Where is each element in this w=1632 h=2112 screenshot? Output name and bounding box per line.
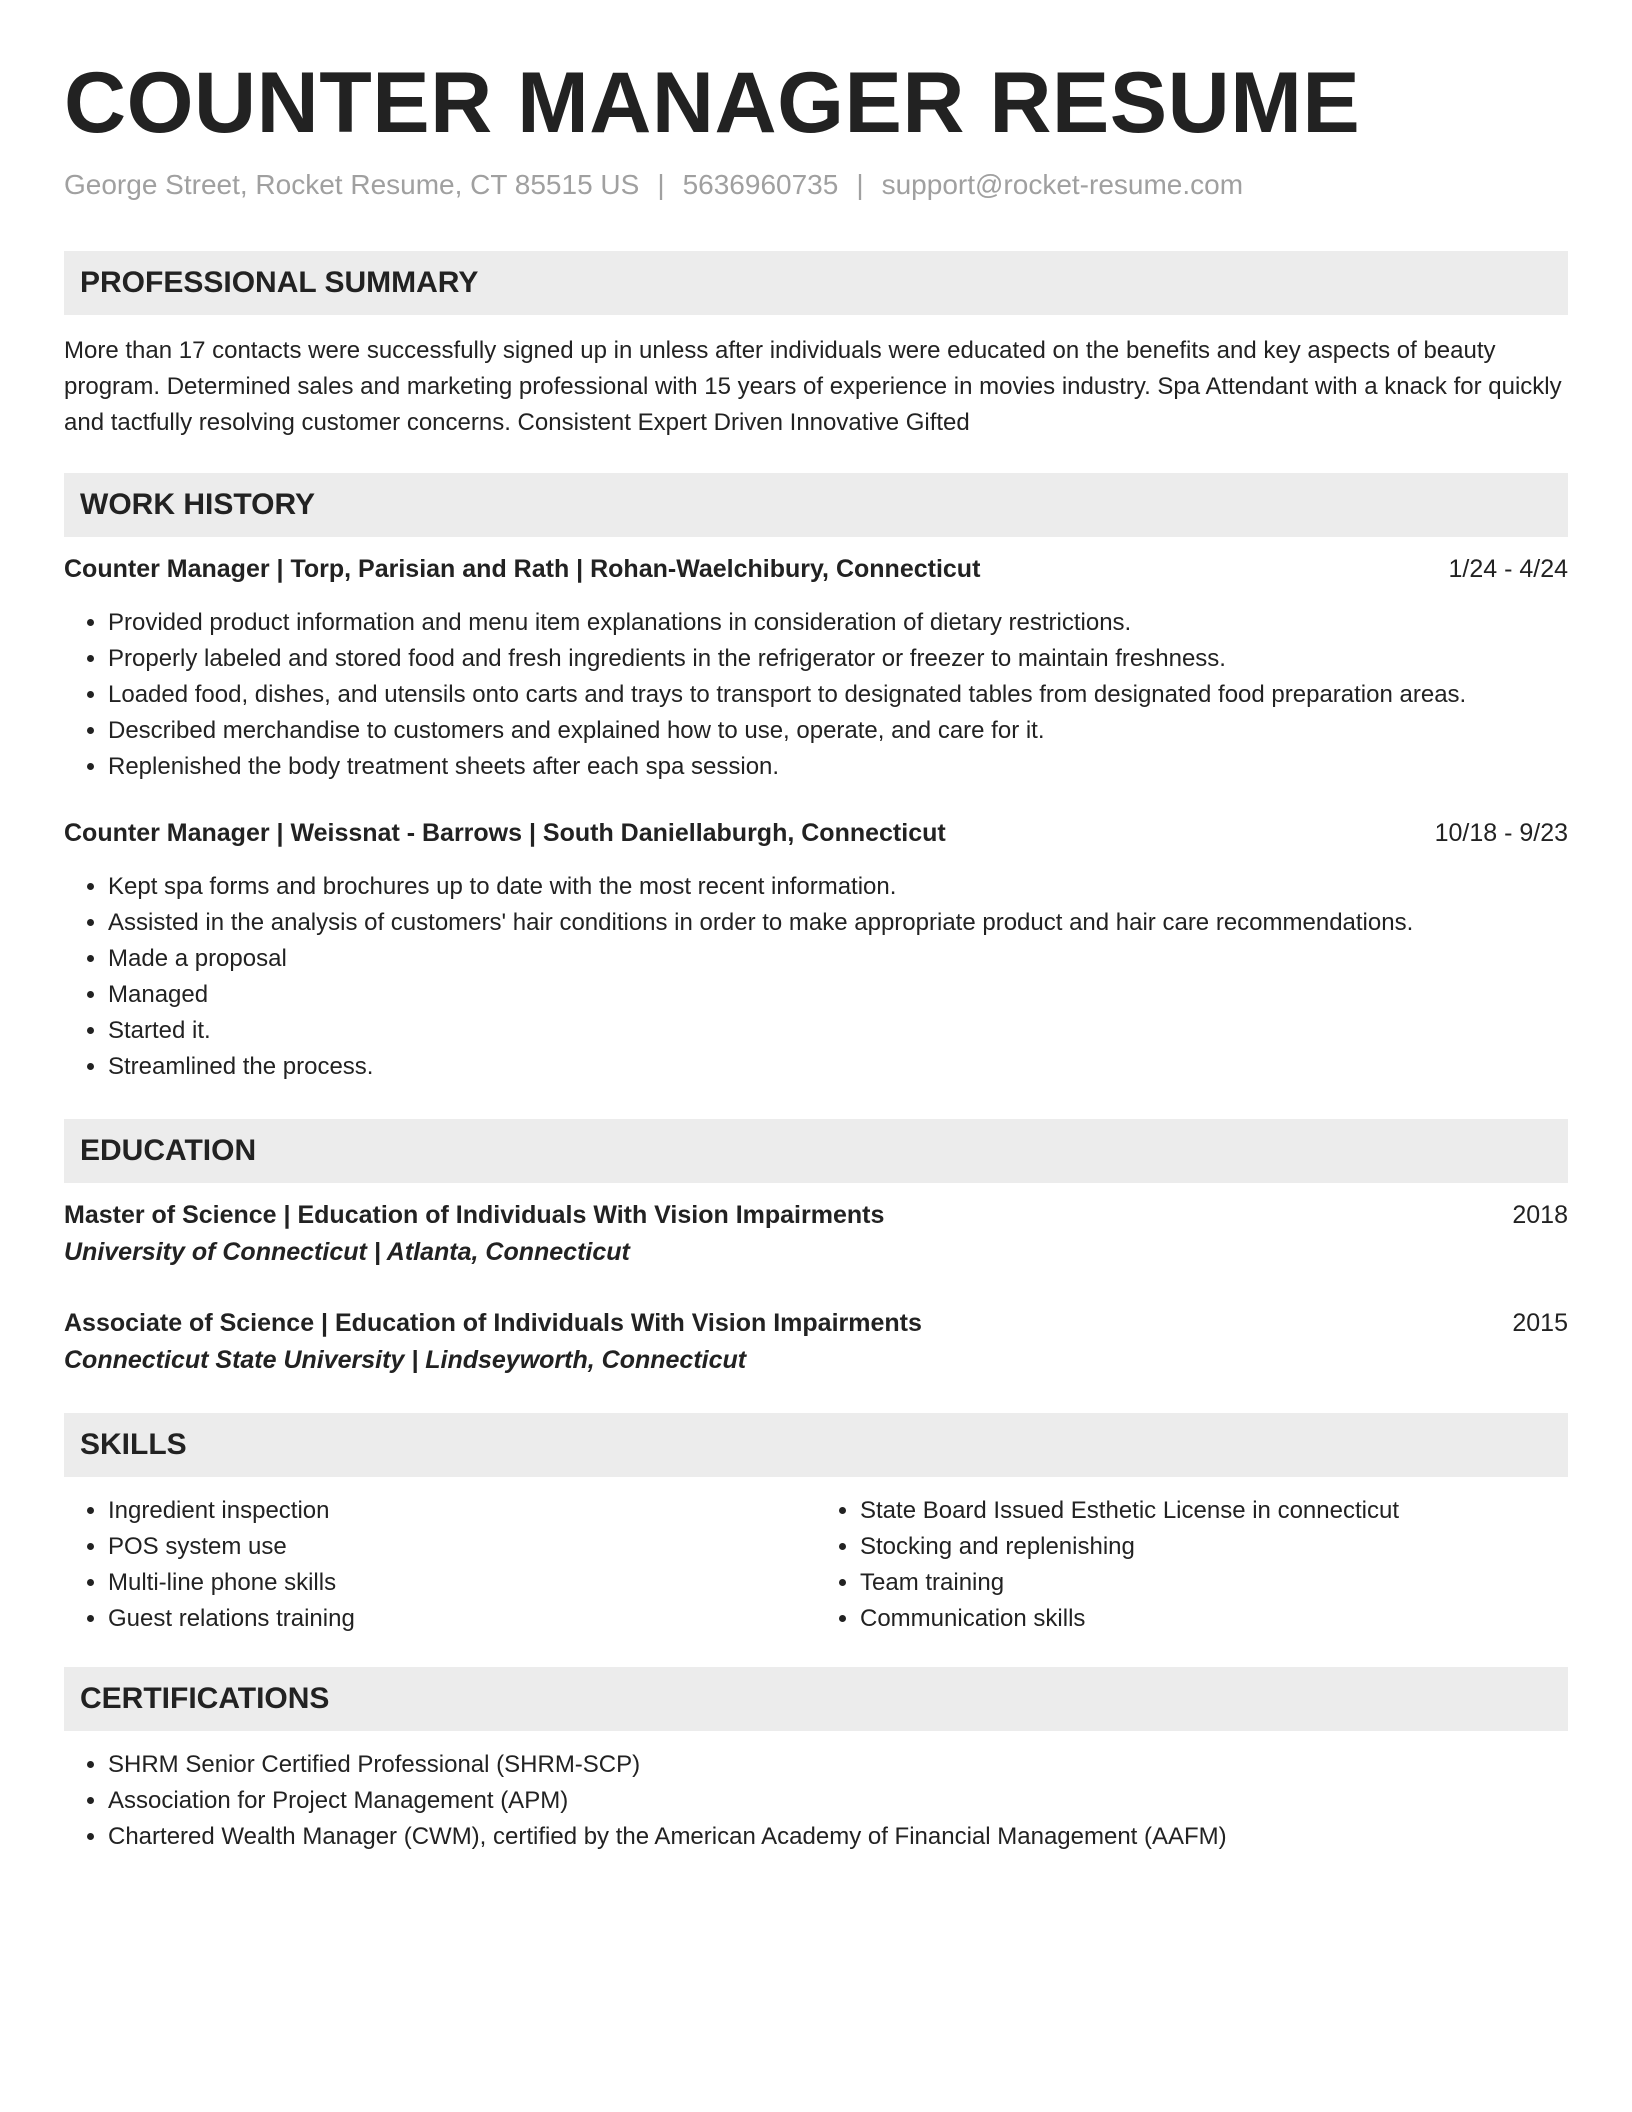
list-item: • Communication skills [860, 1601, 1568, 1637]
list-item: • Started it. [108, 1013, 1568, 1049]
list-item: • Streamlined the process. [108, 1049, 1568, 1085]
list-item: • Team training [860, 1565, 1568, 1601]
resume-title: COUNTER MANAGER RESUME [64, 55, 1361, 151]
list-item: • Described merchandise to customers and explained how to use, operate, and care for it. [108, 713, 1568, 749]
job-title: Counter Manager | Weissnat - Barrows | South Daniellaburgh, Connecticut [64, 818, 946, 847]
education-entry [64, 1197, 1568, 1271]
contact-separator: | [856, 168, 864, 200]
contact-phone: 5636960735 [682, 168, 839, 200]
job-bullets [64, 605, 1568, 785]
job-dates: 10/18 - 9/23 [1434, 818, 1568, 847]
list-item: • Guest relations training [108, 1601, 816, 1637]
section-heading-work: WORK HISTORY [64, 473, 1568, 537]
list-item: • Ingredient inspection [108, 1493, 816, 1529]
job-entry [64, 815, 1568, 1085]
skills-grid [64, 1493, 1568, 1637]
degree-title: Master of Science | Education of Individuals With Vision Impairments [64, 1200, 885, 1229]
degree-row [64, 1197, 1568, 1233]
section-heading-certifications: CERTIFICATIONS [64, 1667, 1568, 1731]
list-item: • Made a proposal [108, 941, 1568, 977]
list-item: • Loaded food, dishes, and utensils onto carts and trays to transport to designated tables from designated food preparation areas. [108, 677, 1568, 713]
degree-year: 2018 [1512, 1200, 1568, 1229]
contact-email: support@rocket-resume.com [881, 168, 1244, 200]
contact-separator: | [657, 168, 665, 200]
job-title: Counter Manager | Torp, Parisian and Rath | Rohan-Waelchibury, Connecticut [64, 554, 981, 583]
list-item: • Managed [108, 977, 1568, 1013]
list-item: • Kept spa forms and brochures up to date with the most recent information. [108, 869, 1568, 905]
job-entry [64, 551, 1568, 785]
school-name: Connecticut State University | Lindseyworth, Connecticut [64, 1345, 747, 1374]
section-heading-education: EDUCATION [64, 1119, 1568, 1183]
list-item: • Assisted in the analysis of customers' hair conditions in order to make appropriate product and hair care recommendations. [108, 905, 1568, 941]
section-heading-skills: SKILLS [64, 1413, 1568, 1477]
contact-address: George Street, Rocket Resume, CT 85515 US [64, 168, 640, 200]
list-item: • State Board Issued Esthetic License in connecticut [860, 1493, 1568, 1529]
job-bullets [64, 869, 1568, 1085]
job-title-row [64, 551, 1568, 587]
job-title-row [64, 815, 1568, 851]
education-entry [64, 1305, 1568, 1379]
degree-row [64, 1305, 1568, 1341]
skills-column-right [816, 1493, 1568, 1637]
list-item: • Multi-line phone skills [108, 1565, 816, 1601]
list-item: • Stocking and replenishing [860, 1529, 1568, 1565]
skills-column-left [64, 1493, 816, 1637]
summary-text: More than 17 contacts were successfully signed up in unless after individuals were educated on the benefits and key aspects of beauty program. Determined sales and marketing professional with 15 years of experience in movies industry. Spa Attendant with a knack for quickly and tactfully resolving customer concerns. Consistent Expert Driven Innovative Gifted [64, 336, 1562, 436]
section-heading-summary: PROFESSIONAL SUMMARY [64, 251, 1568, 315]
school-name: University of Connecticut | Atlanta, Connecticut [64, 1237, 630, 1266]
job-dates: 1/24 - 4/24 [1448, 554, 1568, 583]
list-item: • SHRM Senior Certified Professional (SHRM-SCP) [108, 1747, 1568, 1783]
list-item: • Properly labeled and stored food and fresh ingredients in the refrigerator or freezer to maintain freshness. [108, 641, 1568, 677]
list-item: • Association for Project Management (APM) [108, 1783, 1568, 1819]
degree-title: Associate of Science | Education of Individuals With Vision Impairments [64, 1308, 922, 1337]
degree-year: 2015 [1512, 1308, 1568, 1337]
list-item: • Provided product information and menu item explanations in consideration of dietary restrictions. [108, 605, 1568, 641]
contact-line [64, 169, 1568, 201]
certifications-list [64, 1747, 1568, 1855]
list-item: • POS system use [108, 1529, 816, 1565]
list-item: • Chartered Wealth Manager (CWM), certified by the American Academy of Financial Management (AAFM) [108, 1819, 1568, 1855]
list-item: • Replenished the body treatment sheets after each spa session. [108, 749, 1568, 785]
